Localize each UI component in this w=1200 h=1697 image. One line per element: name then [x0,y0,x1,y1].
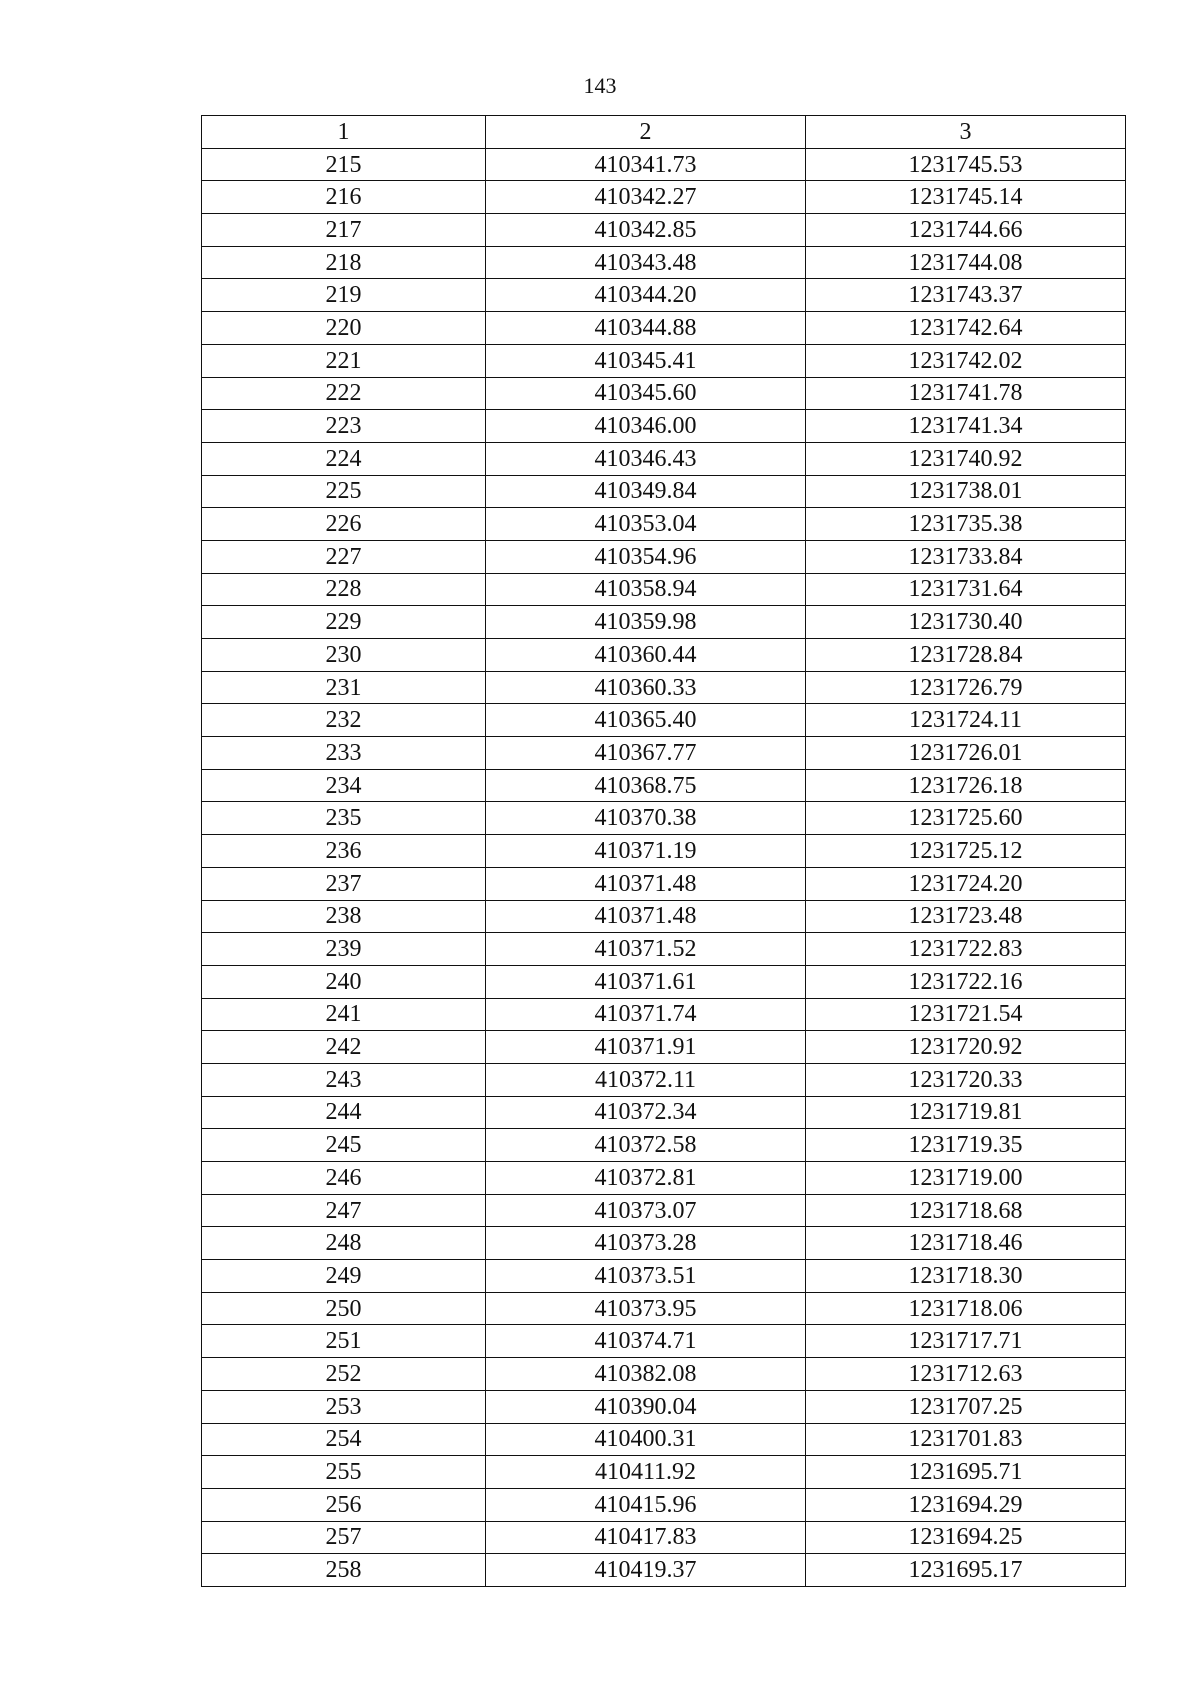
table-row [202,214,1126,247]
coordinate-x-cell: 410373.51 [486,1260,806,1293]
point-number-cell: 227 [202,540,486,573]
point-number-cell: 241 [202,998,486,1031]
coordinate-x-cell: 410346.00 [486,410,806,443]
coordinate-x-cell: 410344.20 [486,279,806,312]
point-number-cell: 222 [202,377,486,410]
coordinate-x-cell: 410349.84 [486,475,806,508]
coordinate-x-cell: 410359.98 [486,606,806,639]
coordinate-y-cell: 1231745.14 [806,181,1126,214]
coordinate-y-cell: 1231701.83 [806,1423,1126,1456]
coordinate-x-cell: 410370.38 [486,802,806,835]
point-number-cell: 250 [202,1292,486,1325]
table-row [202,704,1126,737]
table-row [202,442,1126,475]
point-number-cell: 243 [202,1063,486,1096]
table-row [202,1260,1126,1293]
table-row [202,1194,1126,1227]
point-number-cell: 254 [202,1423,486,1456]
table-row [202,933,1126,966]
coordinate-y-cell: 1231722.83 [806,933,1126,966]
coordinate-y-cell: 1231722.16 [806,965,1126,998]
coordinate-y-cell: 1231741.34 [806,410,1126,443]
table-row [202,1554,1126,1587]
table-row [202,312,1126,345]
coordinate-x-cell: 410358.94 [486,573,806,606]
coordinate-x-cell: 410372.81 [486,1162,806,1195]
coordinate-x-cell: 410382.08 [486,1358,806,1391]
coordinate-x-cell: 410417.83 [486,1521,806,1554]
coordinate-y-cell: 1231707.25 [806,1390,1126,1423]
table-row [202,540,1126,573]
point-number-cell: 231 [202,671,486,704]
point-number-cell: 220 [202,312,486,345]
table-row [202,639,1126,672]
table-row [202,1129,1126,1162]
table-row [202,1521,1126,1554]
point-number-cell: 221 [202,344,486,377]
table-row [202,1423,1126,1456]
coordinate-x-cell: 410341.73 [486,148,806,181]
table-body [202,148,1126,1586]
point-number-cell: 233 [202,737,486,770]
table-row [202,1358,1126,1391]
coordinate-x-cell: 410371.48 [486,900,806,933]
coordinate-x-cell: 410419.37 [486,1554,806,1587]
coordinate-x-cell: 410400.31 [486,1423,806,1456]
point-number-cell: 230 [202,639,486,672]
coordinate-y-cell: 1231741.78 [806,377,1126,410]
coordinate-y-cell: 1231726.18 [806,769,1126,802]
table-row [202,148,1126,181]
coordinate-y-cell: 1231731.64 [806,573,1126,606]
table-row [202,965,1126,998]
table-row [202,835,1126,868]
point-number-cell: 216 [202,181,486,214]
coordinate-x-cell: 410371.19 [486,835,806,868]
coordinate-x-cell: 410342.27 [486,181,806,214]
coordinate-x-cell: 410372.11 [486,1063,806,1096]
column-header-1: 1 [202,116,486,149]
coordinate-y-cell: 1231735.38 [806,508,1126,541]
coordinate-x-cell: 410346.43 [486,442,806,475]
coordinate-y-cell: 1231721.54 [806,998,1126,1031]
coordinate-y-cell: 1231718.30 [806,1260,1126,1293]
coordinate-y-cell: 1231733.84 [806,540,1126,573]
coordinate-x-cell: 410342.85 [486,214,806,247]
coordinate-y-cell: 1231725.12 [806,835,1126,868]
coordinate-y-cell: 1231726.01 [806,737,1126,770]
point-number-cell: 226 [202,508,486,541]
point-number-cell: 219 [202,279,486,312]
coordinate-x-cell: 410373.28 [486,1227,806,1260]
table-row [202,867,1126,900]
point-number-cell: 223 [202,410,486,443]
table-row [202,737,1126,770]
point-number-cell: 218 [202,246,486,279]
coordinate-y-cell: 1231730.40 [806,606,1126,639]
point-number-cell: 215 [202,148,486,181]
coordinate-y-cell: 1231724.20 [806,867,1126,900]
coordinate-y-cell: 1231719.35 [806,1129,1126,1162]
point-number-cell: 247 [202,1194,486,1227]
table-row [202,1292,1126,1325]
table-row [202,410,1126,443]
point-number-cell: 228 [202,573,486,606]
point-number-cell: 257 [202,1521,486,1554]
coordinate-x-cell: 410411.92 [486,1456,806,1489]
table-header-row [202,116,1126,149]
point-number-cell: 252 [202,1358,486,1391]
coordinate-y-cell: 1231718.46 [806,1227,1126,1260]
table-header [202,116,1126,149]
point-number-cell: 225 [202,475,486,508]
table-row [202,1096,1126,1129]
coordinate-x-cell: 410360.33 [486,671,806,704]
table-row [202,508,1126,541]
point-number-cell: 240 [202,965,486,998]
coordinate-y-cell: 1231742.02 [806,344,1126,377]
coordinate-y-cell: 1231694.29 [806,1488,1126,1521]
point-number-cell: 256 [202,1488,486,1521]
point-number-cell: 217 [202,214,486,247]
coordinate-y-cell: 1231738.01 [806,475,1126,508]
column-header-2: 2 [486,116,806,149]
table-row [202,802,1126,835]
coordinate-y-cell: 1231725.60 [806,802,1126,835]
column-header-3: 3 [806,116,1126,149]
coordinate-x-cell: 410371.74 [486,998,806,1031]
coordinate-y-cell: 1231718.68 [806,1194,1126,1227]
point-number-cell: 249 [202,1260,486,1293]
coordinate-x-cell: 410374.71 [486,1325,806,1358]
table-row [202,1390,1126,1423]
coordinate-y-cell: 1231712.63 [806,1358,1126,1391]
point-number-cell: 246 [202,1162,486,1195]
point-number-cell: 234 [202,769,486,802]
table-row [202,246,1126,279]
coordinate-x-cell: 410371.61 [486,965,806,998]
coordinate-y-cell: 1231695.71 [806,1456,1126,1489]
coordinate-x-cell: 410371.48 [486,867,806,900]
point-number-cell: 235 [202,802,486,835]
page-number: 143 [583,73,617,98]
coordinate-y-cell: 1231744.08 [806,246,1126,279]
table-row [202,1227,1126,1260]
table-row [202,181,1126,214]
coordinate-y-cell: 1231720.33 [806,1063,1126,1096]
coordinate-y-cell: 1231723.48 [806,900,1126,933]
point-number-cell: 258 [202,1554,486,1587]
coordinate-x-cell: 410360.44 [486,639,806,672]
point-number-cell: 229 [202,606,486,639]
coordinate-x-cell: 410345.41 [486,344,806,377]
table-row [202,998,1126,1031]
coordinate-y-cell: 1231728.84 [806,639,1126,672]
coordinate-x-cell: 410373.95 [486,1292,806,1325]
coordinate-x-cell: 410343.48 [486,246,806,279]
coordinate-x-cell: 410372.34 [486,1096,806,1129]
coordinate-y-cell: 1231719.81 [806,1096,1126,1129]
coordinate-y-cell: 1231726.79 [806,671,1126,704]
point-number-cell: 248 [202,1227,486,1260]
coordinate-x-cell: 410368.75 [486,769,806,802]
coordinate-y-cell: 1231743.37 [806,279,1126,312]
table-row [202,573,1126,606]
coordinate-y-cell: 1231740.92 [806,442,1126,475]
point-number-cell: 253 [202,1390,486,1423]
table-row [202,279,1126,312]
point-number-cell: 242 [202,1031,486,1064]
table-row [202,1063,1126,1096]
coordinate-x-cell: 410344.88 [486,312,806,345]
coordinate-y-cell: 1231745.53 [806,148,1126,181]
table-row [202,1031,1126,1064]
table-row [202,344,1126,377]
table-row [202,606,1126,639]
point-number-cell: 236 [202,835,486,868]
point-number-cell: 232 [202,704,486,737]
coordinate-x-cell: 410415.96 [486,1488,806,1521]
coordinate-x-cell: 410371.91 [486,1031,806,1064]
point-number-cell: 224 [202,442,486,475]
coordinate-y-cell: 1231720.92 [806,1031,1126,1064]
table-row [202,1325,1126,1358]
coordinate-y-cell: 1231717.71 [806,1325,1126,1358]
coordinate-x-cell: 410372.58 [486,1129,806,1162]
point-number-cell: 244 [202,1096,486,1129]
point-number-cell: 245 [202,1129,486,1162]
point-number-cell: 238 [202,900,486,933]
coordinate-y-cell: 1231742.64 [806,312,1126,345]
coordinate-x-cell: 410365.40 [486,704,806,737]
coordinate-x-cell: 410353.04 [486,508,806,541]
coordinate-x-cell: 410390.04 [486,1390,806,1423]
coordinate-table [201,115,1126,1587]
coordinate-y-cell: 1231724.11 [806,704,1126,737]
coordinate-x-cell: 410373.07 [486,1194,806,1227]
table-row [202,377,1126,410]
point-number-cell: 255 [202,1456,486,1489]
point-number-cell: 251 [202,1325,486,1358]
table-row [202,475,1126,508]
coordinate-y-cell: 1231719.00 [806,1162,1126,1195]
table-row [202,769,1126,802]
point-number-cell: 239 [202,933,486,966]
coordinate-y-cell: 1231718.06 [806,1292,1126,1325]
table-row [202,1488,1126,1521]
coordinate-x-cell: 410354.96 [486,540,806,573]
coordinate-y-cell: 1231744.66 [806,214,1126,247]
table-row [202,900,1126,933]
coordinate-x-cell: 410345.60 [486,377,806,410]
coordinate-x-cell: 410371.52 [486,933,806,966]
table-row [202,1456,1126,1489]
coordinate-y-cell: 1231695.17 [806,1554,1126,1587]
point-number-cell: 237 [202,867,486,900]
table-row [202,1162,1126,1195]
table-row [202,671,1126,704]
coordinate-y-cell: 1231694.25 [806,1521,1126,1554]
coordinate-x-cell: 410367.77 [486,737,806,770]
